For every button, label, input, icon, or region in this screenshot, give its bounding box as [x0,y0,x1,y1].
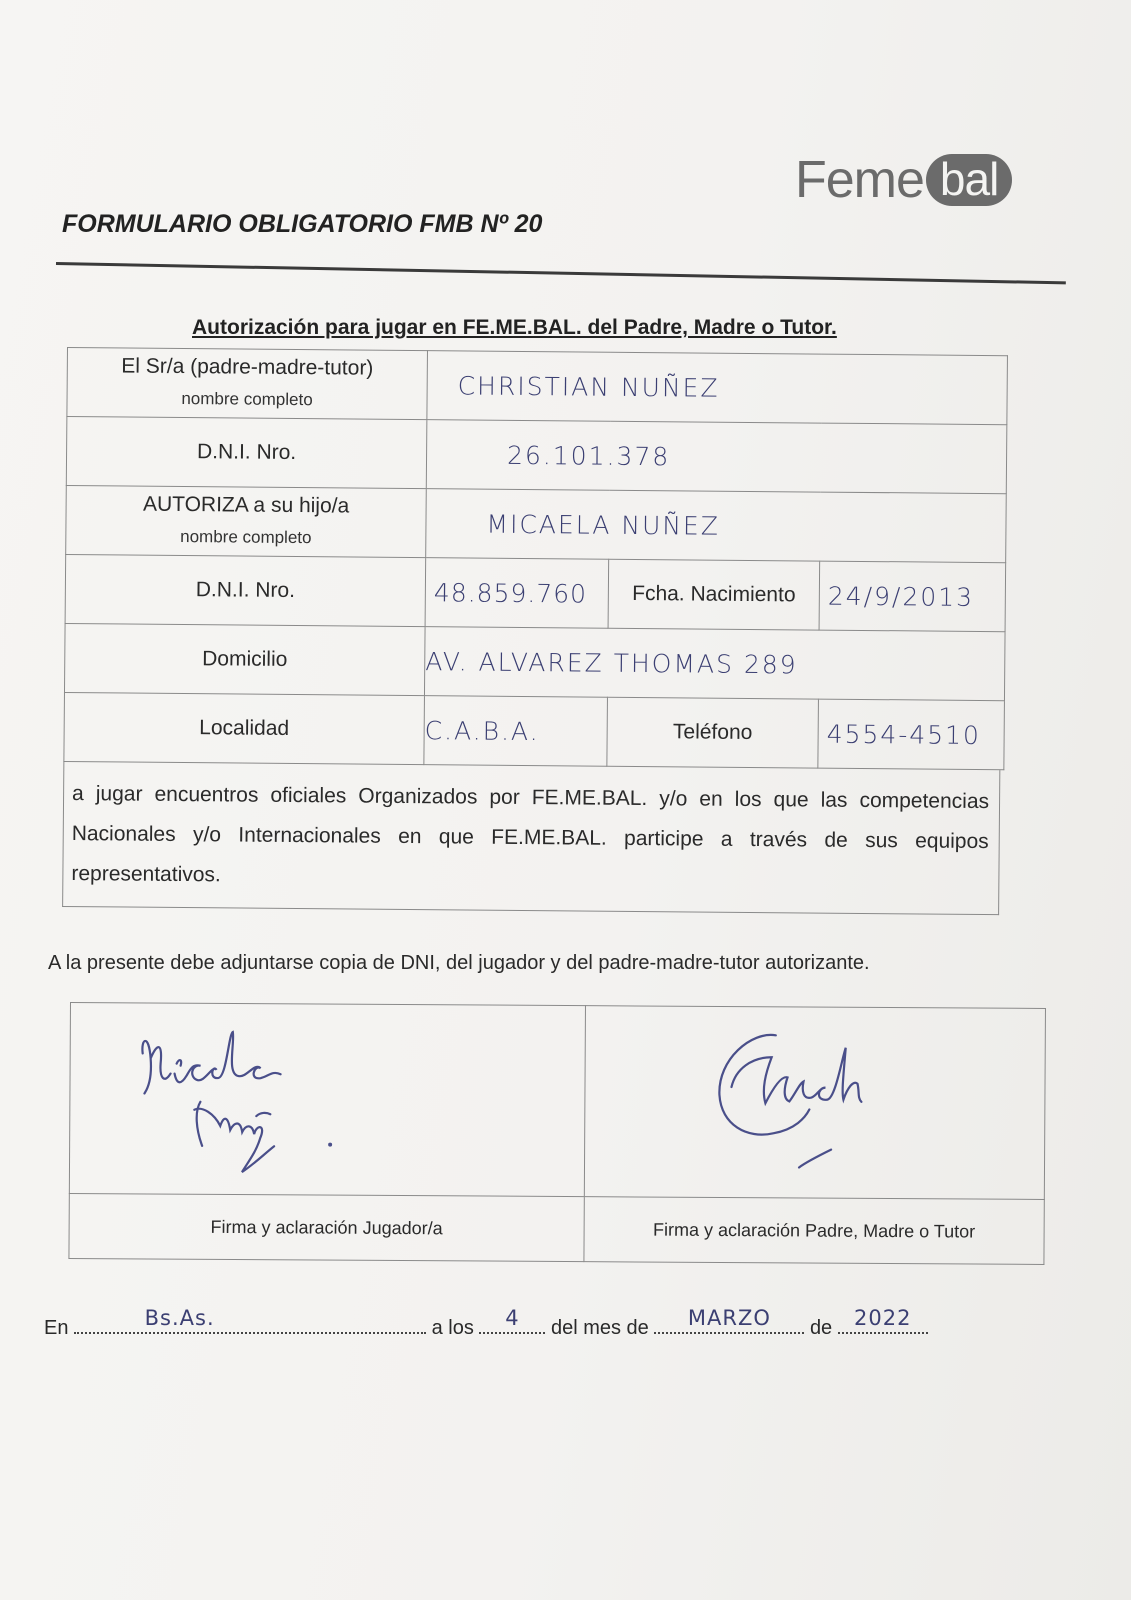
child-name-field[interactable]: MICAELA NUÑEZ [426,489,1007,563]
locality-label: Localidad [64,692,425,764]
parent-name-row [67,348,1008,425]
form-title: FORMULARIO OBLIGATORIO FMB Nº 20 [62,210,543,238]
de-label: de [809,1317,833,1339]
player-signature-icon [130,1013,431,1185]
child-label-cell [66,485,427,557]
parent-signature-box[interactable] [584,1006,1045,1200]
child-dni-row [65,554,1006,631]
player-signature-caption: Firma y aclaración Jugador/a [69,1193,584,1261]
locality-field[interactable]: C.A.B.A. [424,696,608,767]
parent-label-cell [67,348,428,420]
child-name-row [66,485,1007,562]
year-value: 2022 [854,1306,912,1330]
phone-field[interactable]: 4554-4510 [818,699,1005,770]
year-field[interactable] [838,1306,928,1334]
parent-name-field[interactable]: CHRISTIAN NUÑEZ [427,351,1008,425]
month-field[interactable] [654,1306,804,1334]
parent-dni-label: D.N.I. Nro. [66,417,427,489]
date-place-line [44,1306,1044,1340]
month-value: MARZO [687,1306,771,1330]
place-field[interactable] [74,1306,426,1334]
locality-row [64,692,1005,769]
parent-label: El Sr/a (padre-madre-tutor) [121,354,374,380]
form-grid [63,347,1008,770]
child-sublabel: nombre completo [180,526,312,548]
birth-date-field[interactable]: 24/9/2013 [819,561,1006,632]
address-row [64,623,1005,700]
address-field[interactable]: AV. ALVAREZ THOMAS 289 [424,627,1005,701]
parent-dni-row [66,417,1007,494]
child-label: AUTORIZA a su hijo/a [142,492,350,518]
signature-section [68,1002,1045,1265]
logo-pill: bal [926,154,1012,206]
femebal-logo [795,150,1012,210]
a-los-label: a los [431,1317,474,1339]
address-label: Domicilio [64,623,425,695]
child-dni-label: D.N.I. Nro. [65,554,426,626]
birth-date-label: Fcha. Nacimiento [608,559,820,630]
child-dni-field[interactable]: 48.859.760 [425,558,609,629]
parent-sublabel: nombre completo [181,389,313,410]
mes-label: del mes de [550,1317,649,1339]
phone-label: Teléfono [607,697,819,768]
signature-grid [68,1002,1046,1265]
place-value: Bs.As. [144,1306,215,1330]
en-label: En [44,1317,69,1339]
day-value: 4 [505,1306,520,1330]
parent-signature-caption: Firma y aclaración Padre, Madre o Tutor [584,1197,1044,1265]
player-signature-box[interactable] [69,1003,585,1197]
parent-dni-field[interactable]: 26.101.378 [426,420,1007,494]
day-field[interactable] [479,1306,545,1334]
logo-text: Feme [795,151,924,209]
form-subtitle: Autorización para jugar en FE.ME.BAL. del Padre, Madre o Tutor. [192,316,837,339]
attachment-note: A la presente debe adjuntarse copia de DNI, del jugador y del padre-madre-tutor autorizante. [48,952,870,974]
parent-signature-icon [695,1017,936,1188]
authorization-form [62,347,1007,915]
authorization-paragraph: a jugar encuentros oficiales Organizados por FE.ME.BAL. y/o en los que las competencias Nacionales y/o Internacionales en que FE.ME.BAL. participe a través de sus equipos representativos. [62,762,1000,915]
